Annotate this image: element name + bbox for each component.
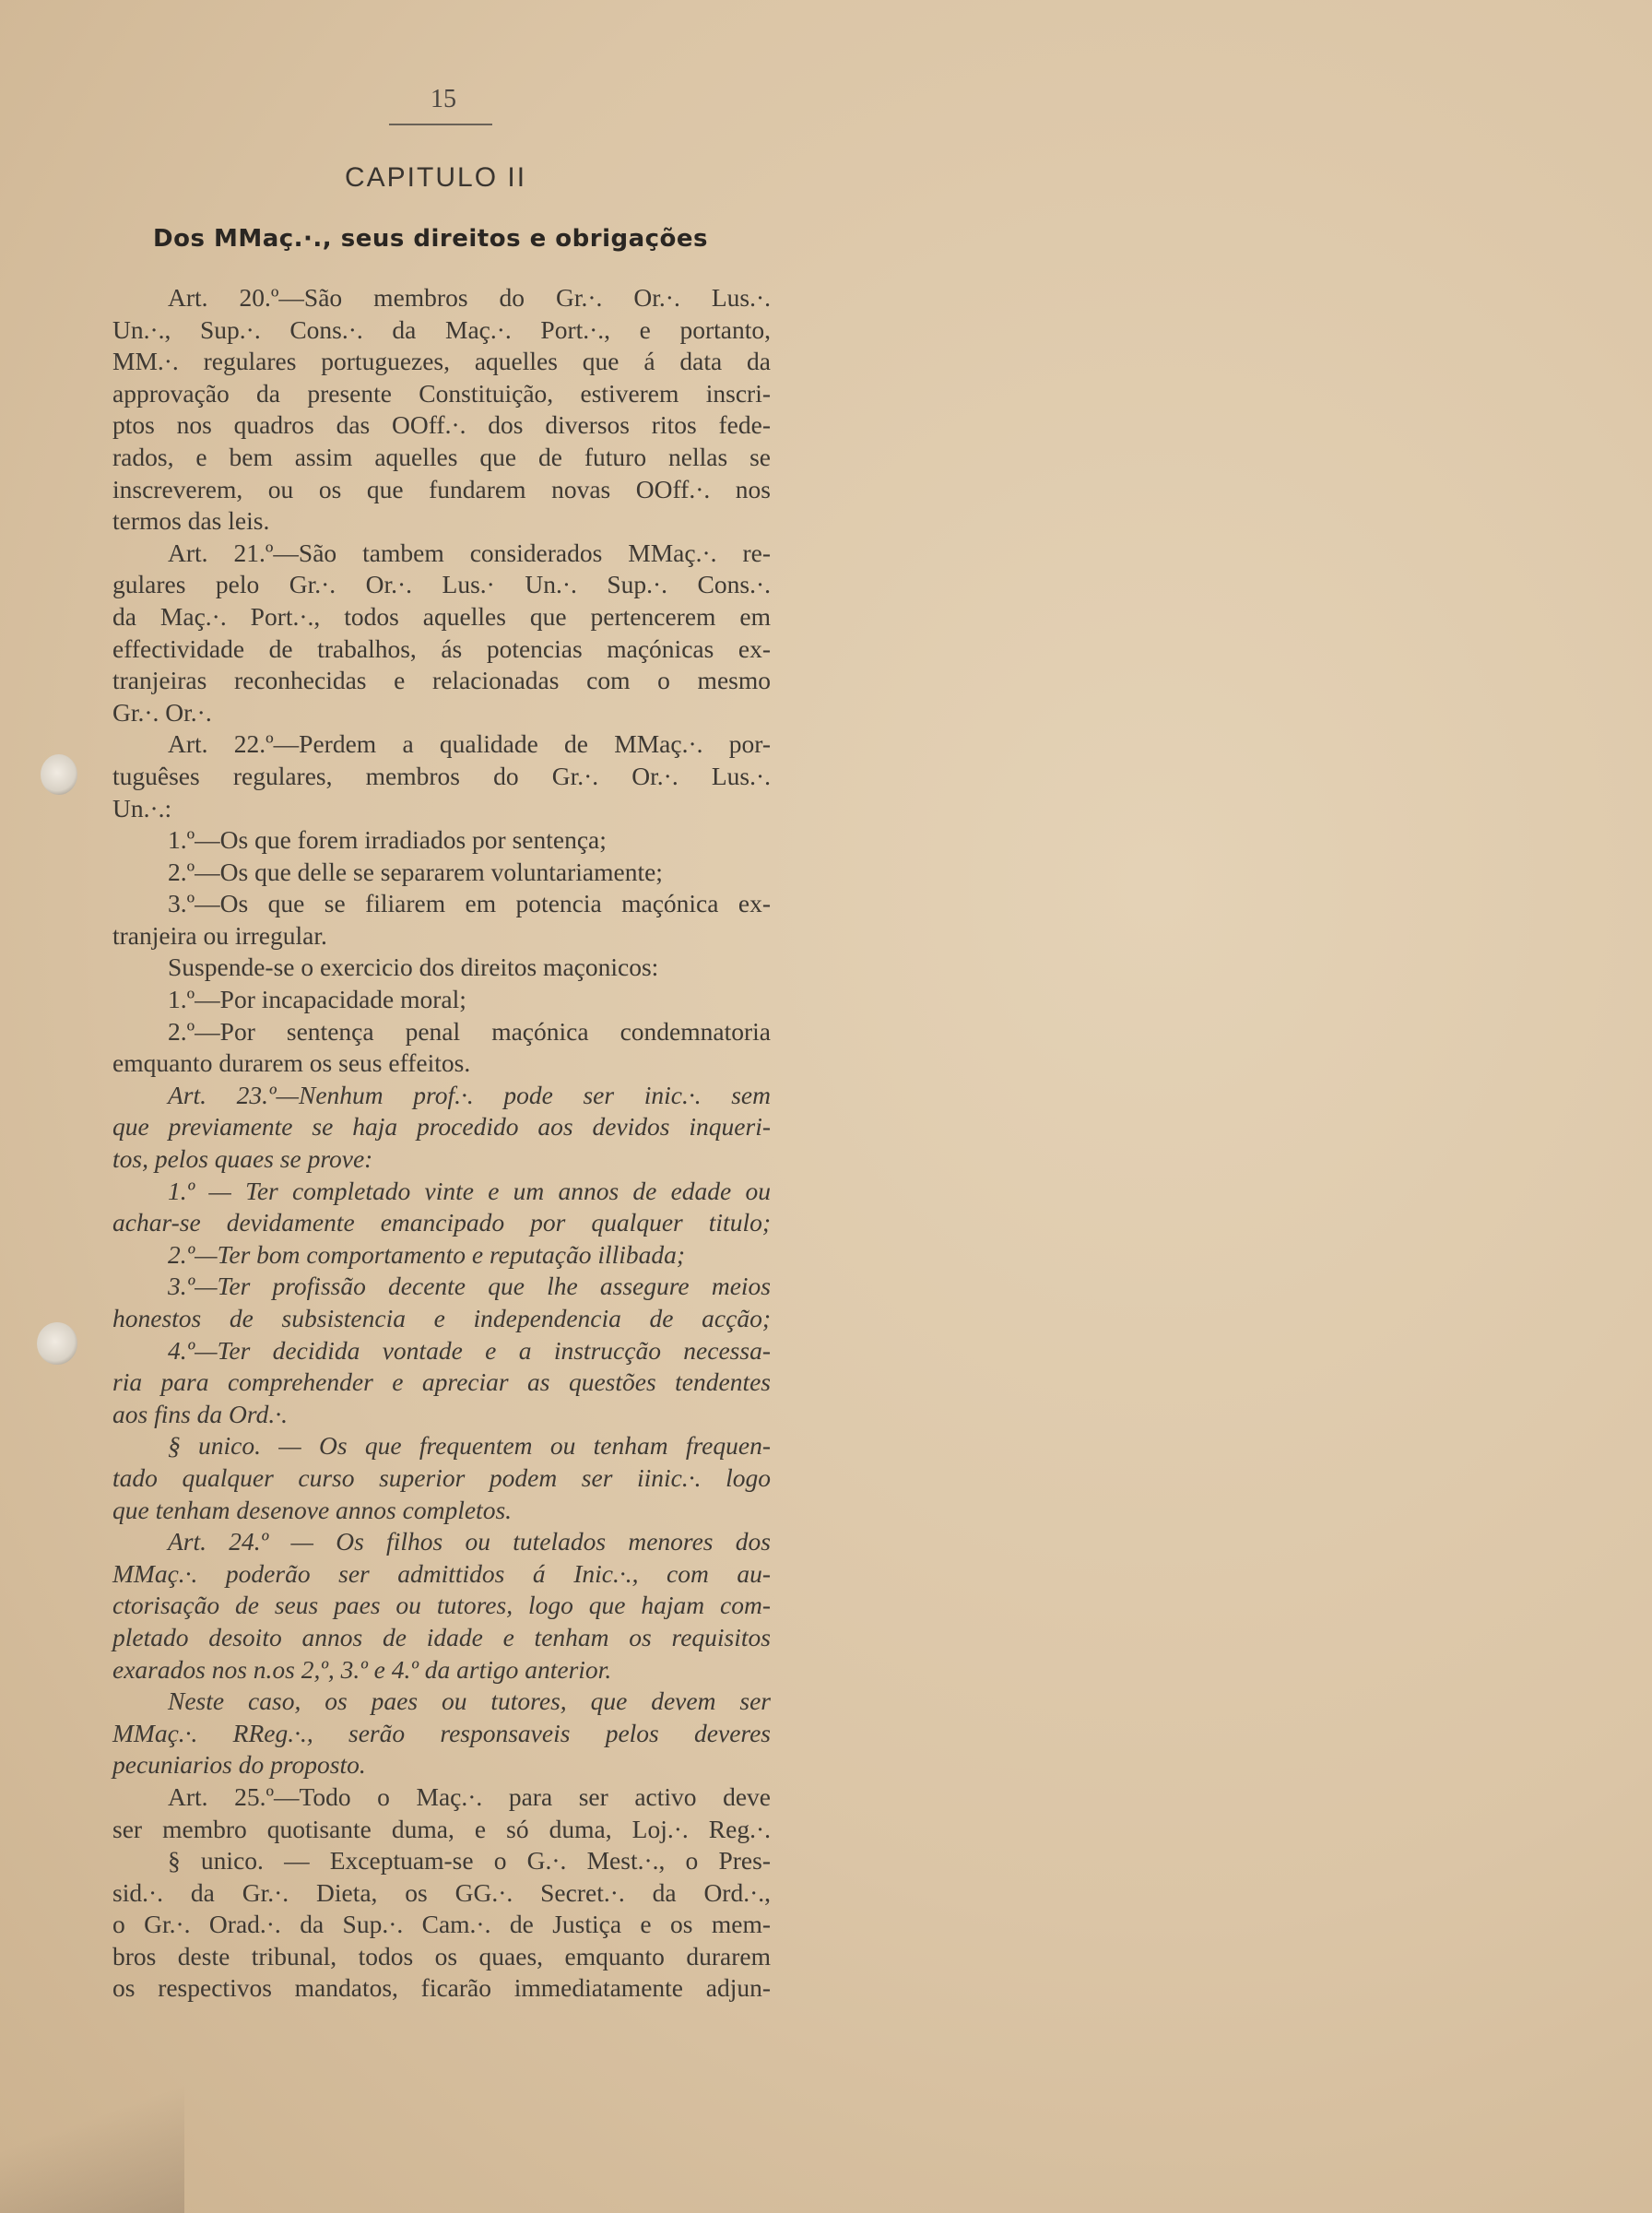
- page-number: 15: [431, 85, 456, 113]
- text-line: bros deste tribunal, todos os quaes, emquanto durarem: [112, 1941, 771, 1970]
- text-line: ser membro quotisante duma, e só duma, Loj.·. Reg.·.: [112, 1814, 771, 1843]
- text-line: 1.º — Ter completado vinte e um annos de edade ou: [168, 1176, 771, 1205]
- text-line: pletado desoito annos de idade e tenham os requisitos: [112, 1622, 771, 1651]
- worn-corner: [0, 2065, 184, 2213]
- text-line: Art. 20.º—São membros do Gr.·. Or.·. Lus.·.: [168, 283, 771, 312]
- text-line: 1.º—Por incapacidade moral;: [168, 985, 466, 1014]
- text-line: MMaç.·. RReg.·., serão responsaveis pelos deveres: [112, 1718, 771, 1747]
- text-line: gulares pelo Gr.·. Or.·. Lus.· Un.·. Sup.·. Cons.·.: [112, 570, 771, 599]
- text-line: 4.º—Ter decidida vontade e a instrucção necessa-: [168, 1335, 771, 1365]
- text-line: rados, e bem assim aquelles que de futuro nellas se: [112, 442, 771, 471]
- text-line: 2.º—Os que delle se separarem voluntariamente;: [168, 857, 663, 886]
- text-line: § unico. — Os que frequentem ou tenham frequen-: [168, 1431, 771, 1461]
- text-line: effectividade de trabalhos, ás potencias maçónicas ex-: [112, 633, 771, 663]
- text-line: tuguêses regulares, membros do Gr.·. Or.·. Lus.·.: [112, 761, 771, 790]
- text-line: Art. 21.º—São tambem considerados MMaç.·. re-: [168, 538, 771, 567]
- text-line: ctorisação de seus paes ou tutores, logo que hajam com-: [112, 1591, 771, 1620]
- section-title: Dos MMaç.·., seus direitos e obrigações: [153, 225, 709, 253]
- text-line: 3.º—Os que se filiarem em potencia maçónica ex-: [168, 889, 771, 918]
- text-line: Un.·.:: [112, 793, 172, 822]
- text-line: approvação da presente Constituição, estiverem inscri-: [112, 378, 771, 408]
- chapter-heading: CAPITULO II: [345, 162, 527, 193]
- text-line: Art. 24.º — Os filhos ou tutelados menores dos: [168, 1527, 771, 1556]
- text-line: Art. 22.º—Perdem a qualidade de MMaç.·. por-: [168, 729, 771, 759]
- binding-hole-top: [41, 754, 77, 795]
- text-line: tos, pelos quaes se prove:: [112, 1144, 373, 1174]
- text-line: 2.º—Por sentença penal maçónica condemnatoria: [168, 1016, 771, 1046]
- text-line: MMaç.·. poderão ser admittidos á Inic.·., com au-: [112, 1558, 771, 1588]
- text-line: 3.º—Ter profissão decente que lhe assegure meios: [168, 1272, 771, 1301]
- text-line: ria para comprehender e apreciar as questões tendentes: [112, 1367, 771, 1397]
- text-line: que previamente se haja procedido aos devidos inqueri-: [112, 1112, 771, 1142]
- text-line: inscreverem, ou os que fundarem novas OOff.·. nos: [112, 474, 771, 503]
- text-line: 1.º—Os que forem irradiados por sentença;: [168, 825, 607, 855]
- text-line: honestos de subsistencia e independencia de acção;: [112, 1304, 771, 1332]
- text-line: Suspende-se o exercicio dos direitos maçonicos:: [168, 953, 659, 982]
- text-line: ptos nos quadros das OOff.·. dos diversos ritos fede-: [112, 410, 771, 440]
- text-line: tranjeira ou irregular.: [112, 920, 327, 950]
- text-line: Gr.·. Or.·.: [112, 697, 212, 727]
- text-line: aos fins da Ord.·.: [112, 1399, 288, 1428]
- text-line: Un.·., Sup.·. Cons.·. da Maç.·. Port.·., e portanto,: [112, 314, 771, 344]
- text-line: Neste caso, os paes ou tutores, que devem ser: [168, 1686, 771, 1716]
- text-line: o Gr.·. Orad.·. da Sup.·. Cam.·. de Justiça e os mem-: [112, 1910, 771, 1939]
- text-line: exarados nos n.os 2,º, 3.º e 4.º da artigo anterior.: [112, 1654, 612, 1684]
- text-line: emquanto durarem os seus effeitos.: [112, 1048, 471, 1078]
- text-line: 2.º—Ter bom comportamento e reputação illibada;: [168, 1239, 686, 1269]
- body-text: [112, 282, 771, 2005]
- page-number-rule: [389, 124, 492, 125]
- text-line: MM.·. regulares portuguezes, aquelles que á data da: [112, 347, 771, 376]
- text-line: achar-se devidamente emancipado por qualquer titulo;: [112, 1208, 771, 1237]
- text-line: tado qualquer curso superior podem ser iinic.·. logo: [112, 1462, 771, 1492]
- text-line: § unico. — Exceptuam-se o G.·. Mest.·., o Pres-: [168, 1846, 771, 1876]
- text-line: Art. 23.º—Nenhum prof.·. pode ser inic.·. sem: [168, 1080, 771, 1109]
- text-line: da Maç.·. Port.·., todos aquelles que pertencerem em: [112, 601, 771, 631]
- text-line: pecuniarios do proposto.: [112, 1750, 366, 1780]
- binding-hole-bottom: [37, 1322, 77, 1365]
- text-line: termos das leis.: [112, 506, 270, 536]
- text-line: os respectivos mandatos, ficarão immediatamente adjun-: [112, 1973, 771, 2003]
- text-line: tranjeiras reconhecidas e relacionadas com o mesmo: [112, 666, 771, 695]
- text-line: Art. 25.º—Todo o Maç.·. para ser activo deve: [168, 1781, 771, 1811]
- text-line: sid.·. da Gr.·. Dieta, os GG.·. Secret.·. da Ord.·.,: [112, 1877, 771, 1907]
- text-line: que tenham desenove annos completos.: [112, 1495, 513, 1524]
